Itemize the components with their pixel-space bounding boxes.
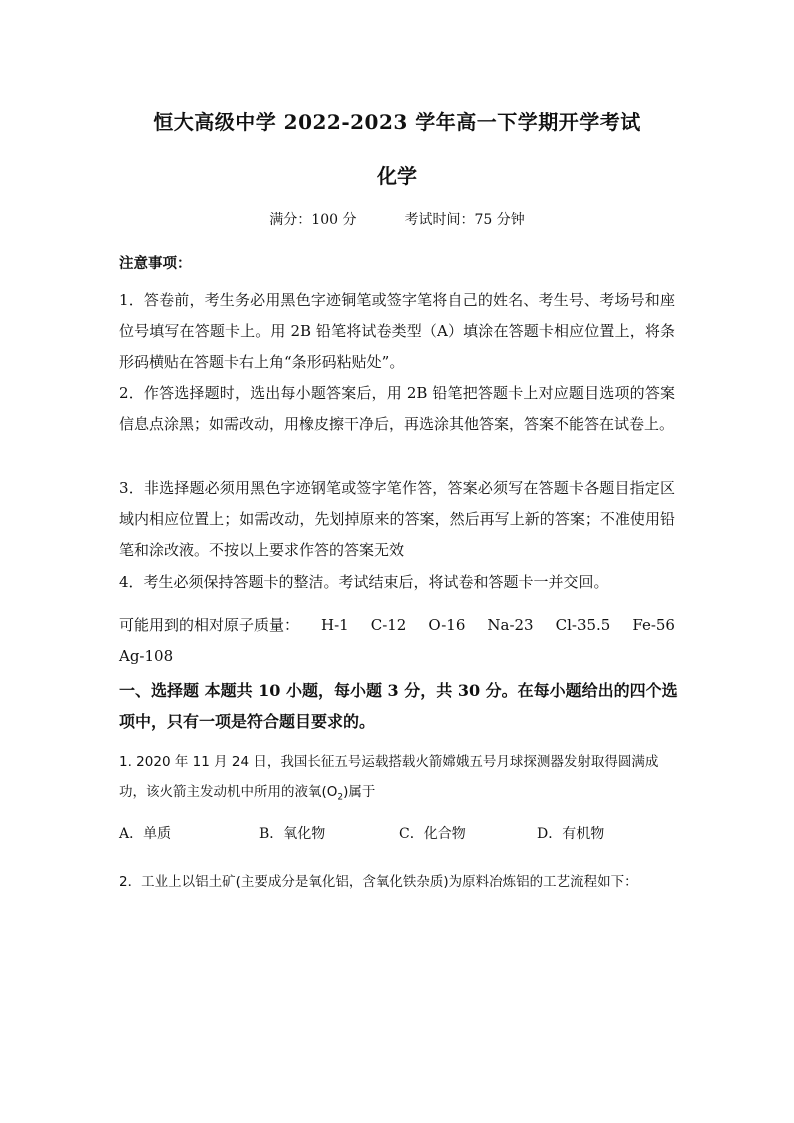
subject-title: 化学 <box>377 164 417 188</box>
mass-c: C-12 <box>370 616 407 634</box>
note-item-3: 3．非选择题必须用黑色字迹钢笔或签字笔作答，答案必须写在答题卡各题目指定区域内相应位置上；如需改动，先划掉原来的答案，然后再写上新的答案；不准使用铅笔和涂改液。不按以上要求作答的答案无效 <box>119 479 675 559</box>
mass-na: Na-23 <box>487 616 534 634</box>
option-c[interactable]: C．化合物 <box>399 826 466 842</box>
question-2: 2．工业上以铝土矿(主要成分是氧化铝，含氧化铁杂质)为原料冶炼铝的工艺流程如下： <box>119 874 638 890</box>
question-1-text-end: )属于 <box>343 784 376 800</box>
mass-ag: Ag-108 <box>119 647 174 665</box>
full-score: 满分：100 分 <box>269 212 357 228</box>
option-a[interactable]: A．单质 <box>119 826 172 842</box>
note-item-4: 4．考生必须保持答题卡的整洁。考试结束后，将试卷和答题卡一并交回。 <box>119 573 609 591</box>
exam-time: 考试时间：75 分钟 <box>404 212 525 228</box>
note-item-2: 2．作答选择题时，选出每小题答案后，用 2B 铅笔把答题卡上对应题目选项的答案信息点涂黑；如需改动，用橡皮擦干净后，再选涂其他答案，答案不能答在试卷上。 <box>119 384 675 433</box>
option-b[interactable]: B．氧化物 <box>259 826 326 842</box>
mass-cl: Cl-35.5 <box>555 616 611 634</box>
atomic-masses-label: 可能用到的相对原子质量： <box>119 616 300 634</box>
question-1-text: 1. 2020 年 11 月 24 日，我国长征五号运载搭载火箭嫦娥五号月球探测器发射取得圆满成功，该火箭主发动机中所用的液氧(O <box>119 754 659 800</box>
mass-fe: Fe-56 <box>632 616 675 634</box>
question-1 <box>119 747 679 813</box>
section-heading: 一、选择题 本题共 10 小题，每小题 3 分，共 30 分。在每小题给出的四个选项中，只有一项是符合题目要求的。 <box>119 681 678 731</box>
question-1-options <box>119 823 679 843</box>
option-d[interactable]: D．有机物 <box>537 826 605 842</box>
question-1-subscript: 2 <box>337 792 344 803</box>
exam-title: 恒大高级中学 2022-2023 学年高一下学期开学考试 <box>153 110 641 134</box>
note-item-1: 1．答卷前，考生务必用黑色字迹铜笔或签字笔将自己的姓名、考生号、考场号和座位号填写在答题卡上。用 2B 铅笔将试卷类型（A）填涂在答题卡相应位置上，将条形码横贴在答题卡右上角“条形码粘贴处”。 <box>119 291 675 371</box>
exam-meta <box>0 209 794 229</box>
atomic-masses <box>119 610 675 672</box>
mass-o: O-16 <box>428 616 466 634</box>
mass-h: H-1 <box>321 616 349 634</box>
notes-heading: 注意事项： <box>119 255 192 272</box>
